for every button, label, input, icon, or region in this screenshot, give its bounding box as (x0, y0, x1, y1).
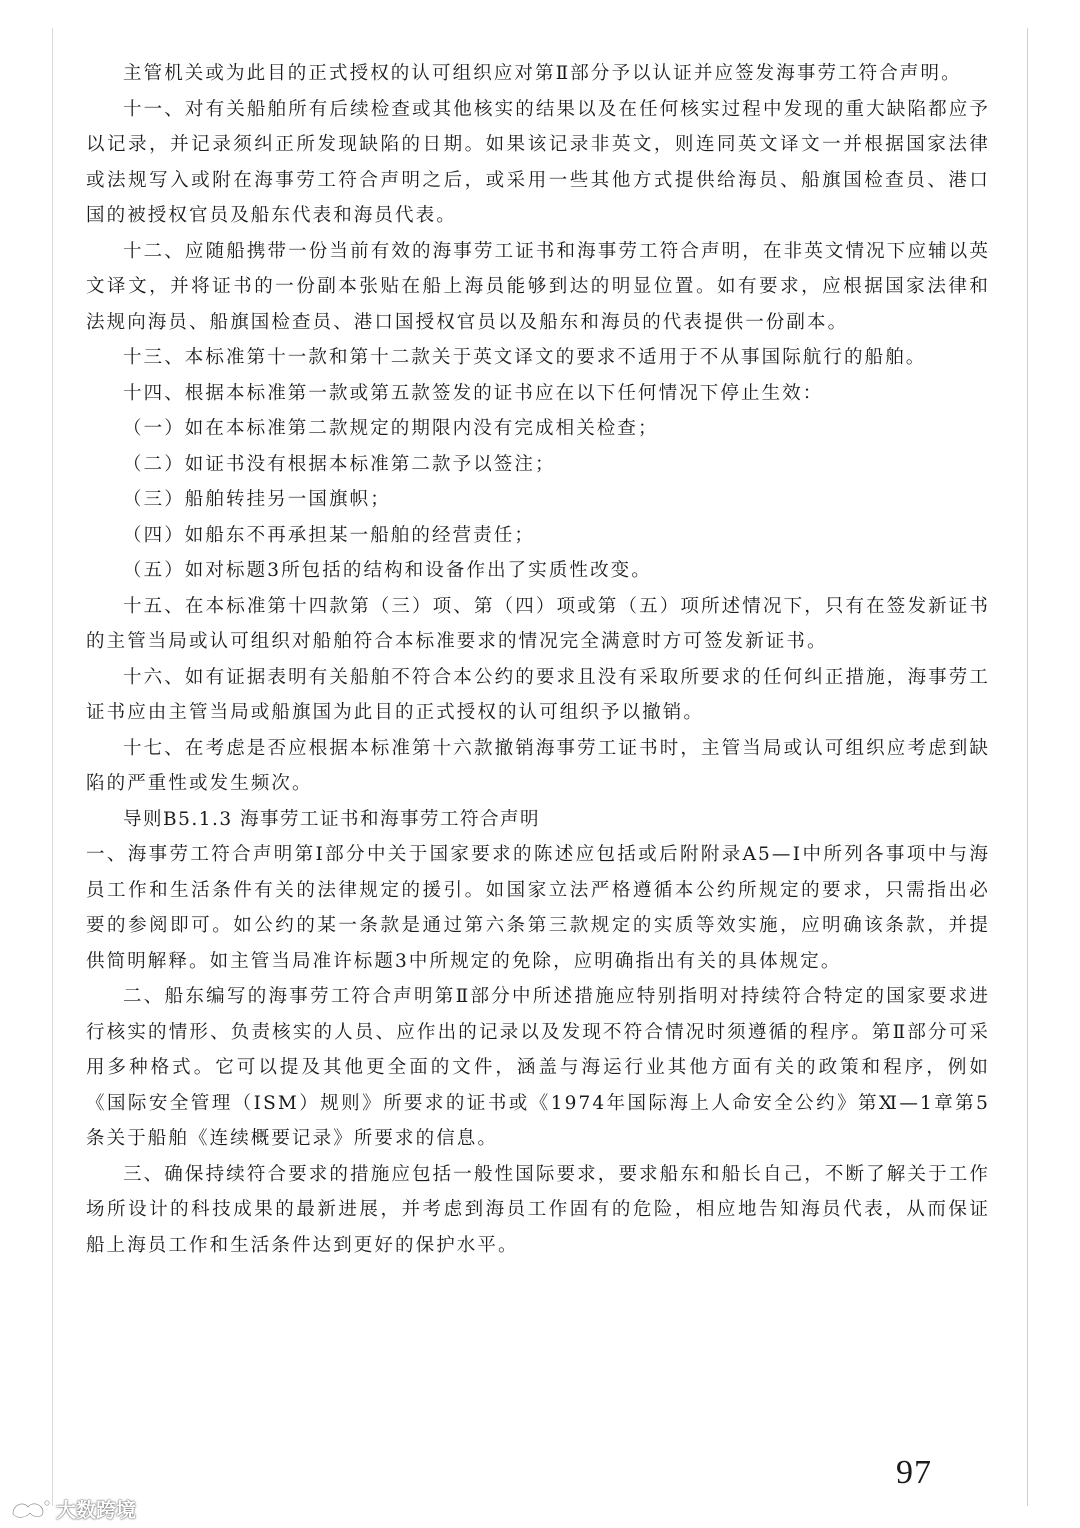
watermark-text: 大数跨境 (56, 1498, 136, 1522)
paragraph-13: 十三、本标准第十一款和第十二款关于英文译文的要求不适用于不从事国际航行的船舶。 (123, 347, 927, 368)
paragraph-14-item-4: （四）如船东不再承担某一船舶的经营责任； (123, 524, 536, 546)
page-edge-right (1027, 28, 1028, 1506)
paragraph-14-item-5: （五）如对标题3所包括的结构和设备作出了实质性改变。 (123, 560, 652, 581)
paragraph-11: 十一、对有关船舶所有后续检查或其他核实的结果以及在任何核实过程中发现的重大缺陷都应予以记录，并记录须纠正所发现缺陷的日期。如果该记录非英文，则连同英文译文一并根据国家法律或法规写入或附在海事劳工符合声明之后，或采用一些其他方式提供给海员、船旗国检查员、港口国的被授权官员及船东代表和海员代表。 (86, 98, 990, 226)
guideline-paragraph-2: 二、船东编写的海事劳工符合声明第Ⅱ部分中所述措施应特别指明对持续符合特定的国家要求进行核实的情形、负责核实的人员、应作出的记录以及发现不符合情况时须遵循的程序。第Ⅱ部分可采用多种格式。它可以提及其他更全面的文件，涵盖与海运行业其他方面有关的政策和程序，例如《国际安全管理（ISM）规则》所要求的证书或《1974年国际海上人命安全公约》第Ⅺ—1章第5条关于船舶《连续概要记录》所要求的信息。 (86, 986, 990, 1149)
guideline-paragraph-3: 三、确保持续符合要求的措施应包括一般性国际要求，要求船东和船长自己，不断了解关于工作场所设计的科技成果的最新进展，并考虑到海员工作固有的危险，相应地告知海员代表，从而保证船上海员工作和生活条件达到更好的保护水平。 (86, 1163, 990, 1256)
paragraph-14-item-3: （三）船舶转挂另一国旗帜； (123, 489, 391, 510)
paragraph-14-item-2: （二）如证书没有根据本标准第二款予以签注； (123, 453, 556, 475)
paragraph-12: 十二、应随船携带一份当前有效的海事劳工证书和海事劳工符合声明，在非英文情况下应辅以英文译文，并将证书的一份副本张贴在船上海员能够到达的明显位置。如有要求，应根据国家法律和法规向海员、船旗国检查员、港口国授权官员以及船东和海员的代表提供一份副本。 (86, 240, 990, 333)
watermark (10, 1494, 136, 1523)
paragraph-15: 十五、在本标准第十四款第（三）项、第（四）项或第（五）项所述情况下，只有在签发新证书的主管当局或认可组织对船舶符合本标准要求的情况完全满意时方可签发新证书。 (86, 595, 990, 652)
guideline-heading: 导则B5.1.3 海事劳工证书和海事劳工符合声明 (123, 808, 541, 830)
document-body (86, 56, 990, 1263)
paragraph-continuation: 主管机关或为此目的正式授权的认可组织应对第Ⅱ部分予以认证并应签发海事劳工符合声明。 (123, 63, 962, 84)
paragraph-16: 十六、如有证据表明有关船舶不符合本公约的要求且没有采取所要求的任何纠正措施，海事劳工证书应由主管当局或船旗国为此目的正式授权的认可组织予以撤销。 (86, 666, 990, 723)
paragraph-14: 十四、根据本标准第一款或第五款签发的证书应在以下任何情况下停止生效： (123, 382, 824, 404)
page-number: 97 (896, 1454, 932, 1491)
paragraph-14-item-1: （一）如在本标准第二款规定的期限内没有完成相关检查； (123, 418, 659, 439)
paragraph-17: 十七、在考虑是否应根据本标准第十六款撤销海事劳工证书时，主管当局或认可组织应考虑到缺陷的严重性或发生频次。 (86, 737, 990, 794)
guideline-paragraph-1: 一、海事劳工符合声明第Ⅰ部分中关于国家要求的陈述应包括或后附附录A5—Ⅰ中所列各事项中与海员工作和生活条件有关的法律规定的援引。如国家立法严格遵循本公约所规定的要求，只需指出必要的参阅即可。如公约的某一条款是通过第六条第三款规定的实质等效实施，应明确该条款，并提供简明解释。如主管当局准许标题3中所规定的免除，应明确指出有关的具体规定。 (86, 844, 990, 972)
page-edge-left (52, 28, 53, 1506)
brand-logo-icon (10, 1498, 50, 1520)
